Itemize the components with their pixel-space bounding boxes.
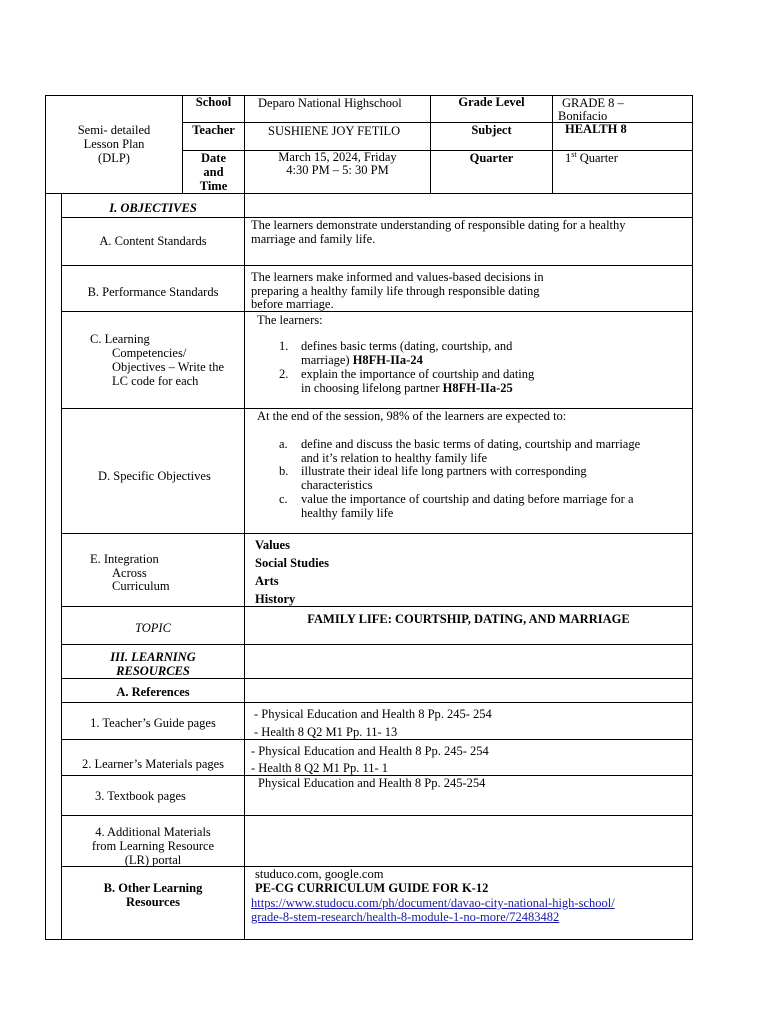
studocu-link-continued[interactable]: grade-8-stem-research/health-8-module-1-no-more/72483482	[251, 910, 560, 924]
grade-level-value: GRADE 8 –	[562, 96, 624, 110]
learning-resources-heading: RESOURCES	[116, 664, 190, 678]
other-resources-sites: studuco.com, google.com	[255, 867, 384, 881]
integration-label-line: E. Integration	[90, 552, 159, 566]
performance-standards-text: before marriage.	[251, 297, 334, 311]
quarter-value: 1st Quarter	[565, 149, 618, 165]
school-label: School	[195, 95, 232, 109]
objectives-heading: I. OBJECTIVES	[109, 201, 197, 215]
dlp-title-line: Semi- detailed	[77, 123, 151, 137]
teacher-label: Teacher	[192, 123, 235, 137]
additional-materials-line: 4. Additional Materials	[95, 825, 211, 839]
teachers-guide-item: - Physical Education and Health 8 Pp. 245- 254	[254, 707, 492, 721]
performance-standards-label: B. Performance Standards	[87, 285, 219, 299]
teachers-guide-label: 1. Teacher’s Guide pages	[90, 716, 216, 730]
textbook-pages-label: 3. Textbook pages	[95, 789, 186, 803]
competencies-label-line: Objectives – Write the	[112, 360, 225, 374]
lc-code: H8FH-IIa-24	[352, 353, 423, 367]
topic-label: TOPIC	[135, 621, 171, 635]
other-resources-line: B. Other Learning	[103, 881, 203, 895]
date-value: March 15, 2024, Friday	[278, 150, 397, 164]
other-resources-line: Resources	[126, 895, 180, 909]
school-value: Deparo National Highschool	[258, 96, 402, 110]
topic-value: FAMILY LIFE: COURTSHIP, DATING, AND MARRIAGE	[307, 612, 630, 626]
time-value: 4:30 PM – 5: 30 PM	[286, 163, 389, 177]
specific-objectives-intro: At the end of the session, 98% of the learners are expected to:	[257, 409, 567, 423]
learners-materials-label: 2. Learner’s Materials pages	[81, 757, 225, 771]
competencies-label-line: Competencies/	[112, 346, 187, 360]
grade-level-label: Grade Level	[458, 95, 525, 109]
date-label-line: Date	[201, 151, 226, 165]
performance-standards-text: preparing a healthy family life through responsible dating	[251, 284, 540, 298]
performance-standards-text: The learners make informed and values-based decisions in	[251, 270, 544, 284]
dlp-title-line: Lesson Plan	[83, 137, 145, 151]
competencies-label-line: C. Learning	[90, 332, 150, 346]
date-label-line: and	[203, 165, 224, 179]
learning-resources-heading: III. LEARNING	[110, 650, 196, 664]
integration-label-line: Across	[112, 566, 147, 580]
date-label-line: Time	[199, 179, 228, 193]
integration-item: History	[255, 592, 296, 606]
learners-materials-item: - Physical Education and Health 8 Pp. 245- 254	[251, 744, 489, 758]
other-resources-guide: PE-CG CURRICULUM GUIDE FOR K-12	[255, 881, 489, 895]
specific-objectives-label: D. Specific Objectives	[98, 469, 211, 483]
quarter-label: Quarter	[469, 151, 514, 165]
studocu-link[interactable]: https://www.studocu.com/ph/document/davao-city-national-high-school/	[251, 896, 615, 910]
competencies-intro: The learners:	[257, 313, 323, 327]
dlp-title-line: (DLP)	[98, 151, 130, 165]
additional-materials-line: from Learning Resource	[91, 839, 215, 853]
additional-materials-line: (LR) portal	[124, 853, 182, 867]
learners-materials-item: - Health 8 Q2 M1 Pp. 11- 1	[251, 761, 389, 775]
competencies-label-line: LC code for each	[112, 374, 199, 388]
subject-value: HEALTH 8	[565, 122, 627, 136]
teacher-value: SUSHIENE JOY FETILO	[268, 124, 401, 138]
references-label: A. References	[116, 685, 190, 699]
integration-item: Arts	[255, 574, 279, 588]
content-standards-text: marriage and family life.	[251, 232, 376, 246]
grade-level-section: Bonifacio	[558, 109, 608, 123]
integration-item: Social Studies	[255, 556, 329, 570]
content-standards-label: A. Content Standards	[99, 234, 207, 248]
teachers-guide-item: - Health 8 Q2 M1 Pp. 11- 13	[254, 725, 398, 739]
lc-code: H8FH-IIa-25	[442, 381, 513, 395]
integration-label-line: Curriculum	[112, 579, 170, 593]
textbook-pages-item: Physical Education and Health 8 Pp. 245-254	[258, 776, 486, 790]
subject-label: Subject	[471, 123, 512, 137]
content-standards-text: The learners demonstrate understanding of responsible dating for a healthy	[251, 218, 626, 232]
integration-item: Values	[255, 538, 290, 552]
